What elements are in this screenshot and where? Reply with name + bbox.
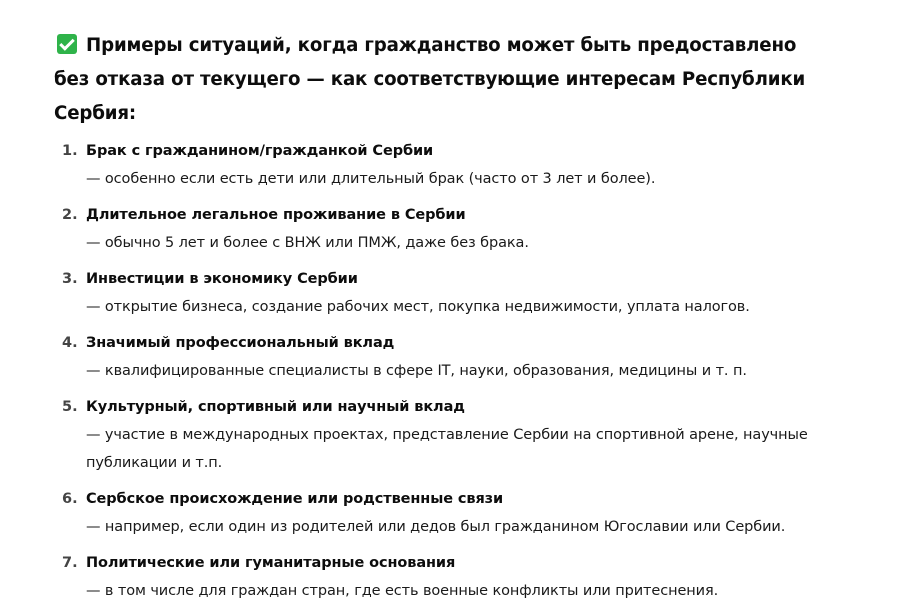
list-item <box>54 485 814 541</box>
list-item <box>54 265 814 321</box>
list-item-title: Значимый профессиональный вклад <box>86 335 395 351</box>
list-item <box>54 329 814 385</box>
list-item-title: Сербское происхождение или родственные связи <box>86 491 504 507</box>
section-heading <box>54 29 814 131</box>
heading-tail-text: — как соответствующие интересам Республики Сербия: <box>54 69 806 124</box>
list-item-title: Культурный, спортивный или научный вклад <box>86 399 465 415</box>
list-item-title: Инвестиции в экономику Сербии <box>86 271 358 287</box>
list-item-number: 5. <box>62 399 78 415</box>
list-item-number: 1. <box>62 143 78 159</box>
list-item-description: — участие в международных проектах, представление Сербии на спортивной арене, научные публикации и т.п. <box>86 427 808 471</box>
heading-strong-text: без отказа от текущего <box>54 69 301 90</box>
list-item-description: — например, если один из родителей или дедов был гражданином Югославии или Сербии. <box>86 519 786 535</box>
list-item-description: — обычно 5 лет и более с ВНЖ или ПМЖ, даже без брака. <box>86 235 529 251</box>
list-item <box>54 549 814 605</box>
list-item-number: 3. <box>62 271 78 287</box>
list-item-description: — квалифицированные специалисты в сфере IT, науки, образования, медицины и т. п. <box>86 363 747 379</box>
list-item <box>54 393 814 477</box>
list-item-number: 4. <box>62 335 78 351</box>
list-item-description: — особенно если есть дети или длительный брак (часто от 3 лет и более). <box>86 171 656 187</box>
list-item-description: — открытие бизнеса, создание рабочих мест, покупка недвижимости, уплата налогов. <box>86 299 750 315</box>
list-item-title: Брак с гражданином/гражданкой Сербии <box>86 143 434 159</box>
heading-text: Примеры ситуаций, когда гражданство может быть предоставлено <box>86 35 797 56</box>
list-item-number: 2. <box>62 207 78 223</box>
list-item <box>54 137 814 193</box>
list-item-number: 6. <box>62 491 78 507</box>
situations-list <box>54 137 814 605</box>
list-item-title: Политические или гуманитарные основания <box>86 555 456 571</box>
check-mark-icon <box>57 34 77 54</box>
list-item <box>54 201 814 257</box>
list-item-number: 7. <box>62 555 78 571</box>
list-item-title: Длительное легальное проживание в Сербии <box>86 207 466 223</box>
list-item-description: — в том числе для граждан стран, где есть военные конфликты или притеснения. <box>86 583 719 599</box>
